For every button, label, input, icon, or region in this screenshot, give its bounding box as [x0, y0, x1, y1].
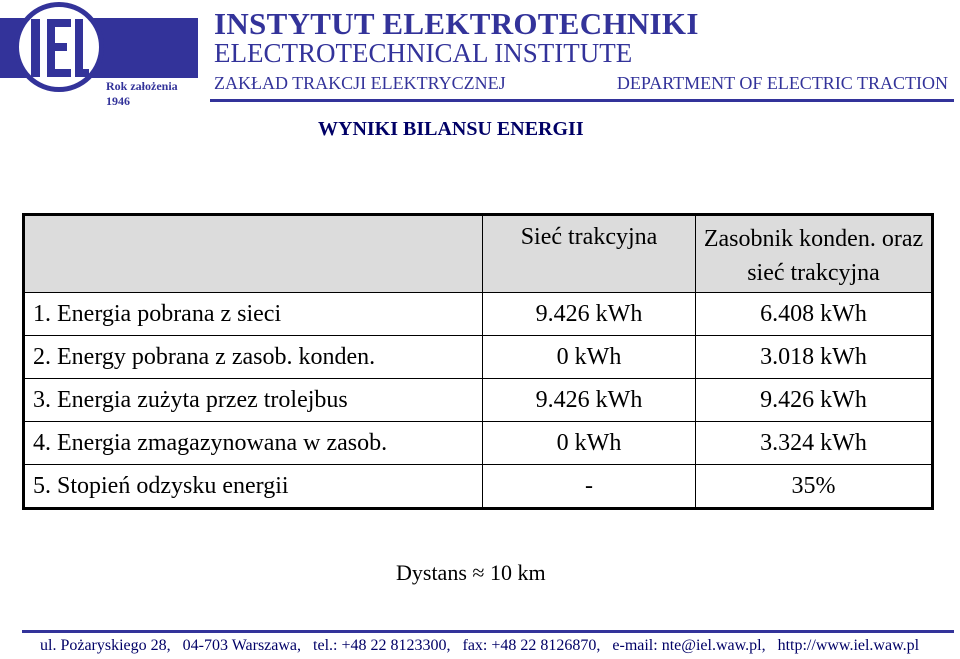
founded-year: Rok założenia 1946	[106, 79, 178, 108]
storage-value: 3.018 kWh	[696, 336, 933, 379]
iel-logo-icon	[27, 13, 91, 83]
grid-value: 0 kWh	[483, 422, 696, 465]
grid-value: 9.426 kWh	[483, 379, 696, 422]
header-cell-grid: Sieć trakcyjna	[483, 215, 696, 293]
footer-divider	[22, 630, 954, 633]
table-row	[24, 379, 933, 422]
grid-value: 0 kWh	[483, 336, 696, 379]
report-title: WYNIKI BILANSU ENERGII	[318, 118, 584, 140]
logo	[0, 0, 198, 108]
row-label: 1. Energia pobrana z sieci	[24, 293, 483, 336]
storage-value: 3.324 kWh	[696, 422, 933, 465]
header-cell-storage: Zasobnik konden. oraz sieć trakcyjna	[696, 215, 933, 293]
energy-balance-table	[22, 213, 934, 510]
grid-value: -	[483, 465, 696, 509]
storage-value: 35%	[696, 465, 933, 509]
storage-value: 9.426 kWh	[696, 379, 933, 422]
row-label: 4. Energia zmagazynowana w zasob.	[24, 422, 483, 465]
row-label: 2. Energy pobrana z zasob. konden.	[24, 336, 483, 379]
storage-value: 6.408 kWh	[696, 293, 933, 336]
row-label: 3. Energia zużyta przez trolejbus	[24, 379, 483, 422]
header-divider	[210, 99, 954, 102]
table-header-row	[24, 215, 933, 293]
row-label: 5. Stopień odzysku energii	[24, 465, 483, 509]
department-name-pl: ZAKŁAD TRAKCJI ELEKTRYCZNEJ	[214, 73, 506, 93]
table-row	[24, 293, 933, 336]
table-row	[24, 336, 933, 379]
logo-emblem	[14, 2, 104, 92]
department-name-en: DEPARTMENT OF ELECTRIC TRACTION	[616, 73, 948, 93]
footer-contact: ul. Pożaryskiego 28, 04-703 Warszawa, tel.: +48 22 8123300, fax: +48 22 8126870, e-mail: nte@iel.waw.pl, http://www.iel.waw.pl	[40, 637, 920, 654]
distance-note: Dystans ≈ 10 km	[396, 560, 546, 585]
grid-value: 9.426 kWh	[483, 293, 696, 336]
table-row	[24, 422, 933, 465]
institute-name-en: ELECTROTECHNICAL INSTITUTE	[214, 38, 633, 68]
institute-name-pl: INSTYTUT ELEKTROTECHNIKI	[214, 6, 699, 41]
header-cell-empty	[24, 215, 483, 293]
table-row	[24, 465, 933, 509]
